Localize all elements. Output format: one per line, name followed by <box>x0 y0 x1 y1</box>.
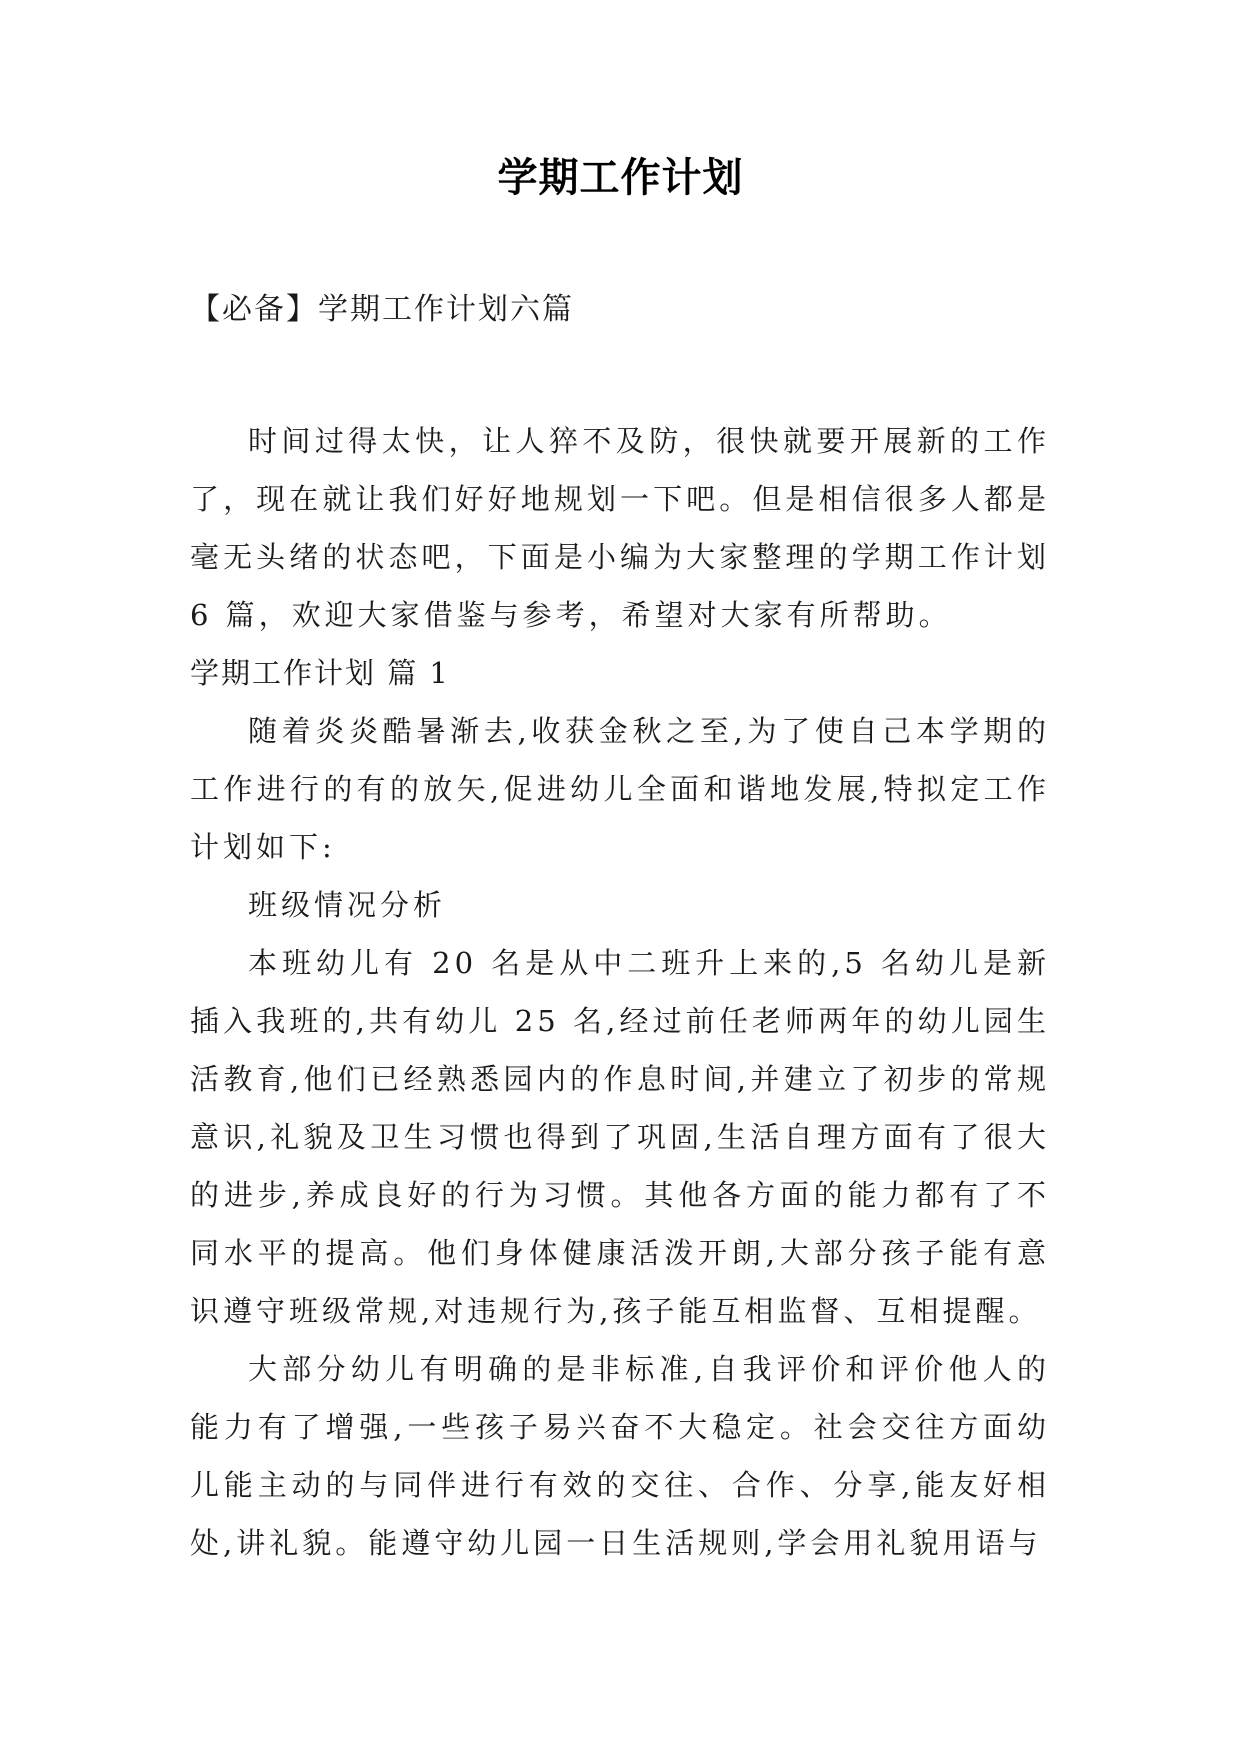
body-paragraph: 本班幼儿有 20 名是从中二班升上来的,5 名幼儿是新插入我班的,共有幼儿 25 名,经过前任老师两年的幼儿园生活教育,他们已经熟悉园内的作息时间,并建立了初步的常规意识,礼貌及卫生习惯也得到了巩固,生活自理方面有了很大的进步,养成良好的行为习惯。其他各方面的能力都有了不同水平的提高。他们身体健康活泼开朗,大部分孩子能有意识遵守班级常规,对违规行为,孩子能互相监督、互相提醒。 <box>190 946 1050 1328</box>
document-body <box>190 412 1050 1572</box>
subsection-heading: 班级情况分析 <box>248 888 447 922</box>
intro-paragraph: 时间过得太快，让人猝不及防，很快就要开展新的工作了，现在就让我们好好地规划一下吧。但是相信很多人都是毫无头绪的状态吧，下面是小编为大家整理的学期工作计划 6 篇，欢迎大家借鉴与参考，希望对大家有所帮助。 <box>190 424 1050 632</box>
body-paragraph: 随着炎炎酷暑渐去,收获金秋之至,为了使自己本学期的工作进行的有的放矢,促进幼儿全面和谐地发展,特拟定工作计划如下: <box>190 714 1050 864</box>
document-title: 学期工作计划 <box>497 154 744 201</box>
section-heading: 学期工作计划 篇 1 <box>190 656 450 690</box>
body-paragraph: 大部分幼儿有明确的是非标准,自我评价和评价他人的能力有了增强,一些孩子易兴奋不大稳定。社会交往方面幼儿能主动的与同伴进行有效的交往、合作、分享,能友好相处,讲礼貌。能遵守幼儿园一日生活规则,学会用礼貌用语与 <box>190 1352 1050 1560</box>
document-subtitle: 【必备】学期工作计划六篇 <box>190 292 574 327</box>
